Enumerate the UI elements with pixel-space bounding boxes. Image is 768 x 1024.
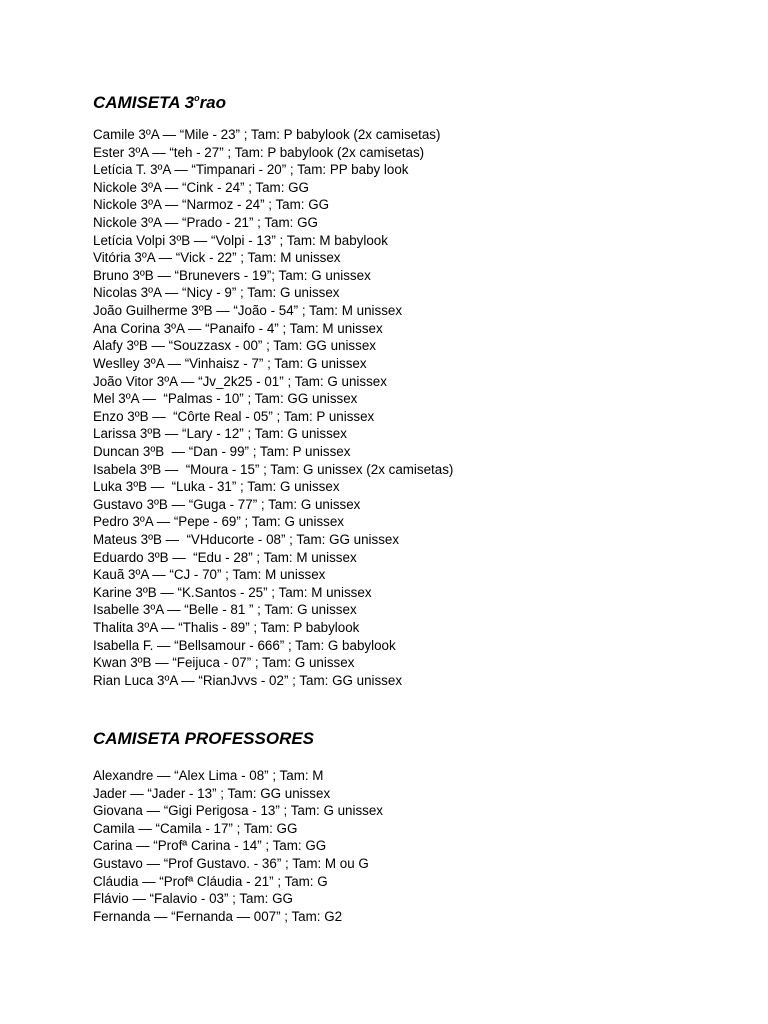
list-item: Pedro 3ºA — “Pepe - 69” ; Tam: G unissex xyxy=(93,514,344,530)
list-item: Cláudia — “Profª Cláudia - 21” ; Tam: G xyxy=(93,873,328,889)
students-order-list xyxy=(93,126,453,690)
list-item: João Guilherme 3ºB — “João - 54” ; Tam: M unissex xyxy=(93,303,403,319)
list-item: Alexandre — “Alex Lima - 08” ; Tam: M xyxy=(93,768,324,783)
section-title-students-superscript: o xyxy=(194,93,200,103)
list-item: Alafy 3ºB — “Souzzasx - 00” ; Tam: GG unissex xyxy=(93,338,376,354)
list-item: Mateus 3ºB — “VHducorte - 08” ; Tam: GG unissex xyxy=(93,532,400,548)
list-item: Thalita 3ºA — “Thalis - 89” ; Tam: P babylook xyxy=(93,620,360,636)
list-item: Flávio — “Falavio - 03” ; Tam: GG xyxy=(93,891,293,907)
list-item: Kauã 3ºA — “CJ - 70” ; Tam: M unissex xyxy=(93,567,326,583)
list-item: Nicolas 3ºA — “Nicy - 9” ; Tam: G unissex xyxy=(93,285,340,301)
list-item: Bruno 3ºB — “Brunevers - 19”; Tam: G unissex xyxy=(93,267,371,283)
list-item: Letícia Volpi 3ºB — “Volpi - 13” ; Tam: M babylook xyxy=(93,232,388,248)
list-item: Rian Luca 3ºA — “RianJvvs - 02” ; Tam: GG unissex xyxy=(93,672,403,688)
teachers-order-list xyxy=(93,767,383,925)
list-item: Nickole 3ºA — “Narmoz - 24” ; Tam: GG xyxy=(93,197,330,213)
list-item: Ana Corina 3ºA — “Panaifo - 4” ; Tam: M unissex xyxy=(93,320,383,336)
list-item: Nickole 3ºA — “Prado - 21” ; Tam: GG xyxy=(93,215,318,231)
list-item: Ester 3ºA — “teh - 27” ; Tam: P babylook (2x camisetas) xyxy=(93,144,425,160)
list-item: Eduardo 3ºB — “Edu - 28” ; Tam: M unissex xyxy=(93,549,357,565)
list-item: Enzo 3ºB — “Côrte Real - 05” ; Tam: P unissex xyxy=(93,408,375,424)
list-item: Gustavo 3ºB — “Guga - 77” ; Tam: G unissex xyxy=(93,496,361,512)
list-item: Gustavo — “Prof Gustavo. - 36” ; Tam: M ou G xyxy=(93,856,369,872)
list-item: Larissa 3ºB — “Lary - 12” ; Tam: G unissex xyxy=(93,426,347,442)
list-item: Vitória 3ºA — “Vick - 22” ; Tam: M unissex xyxy=(93,250,341,266)
list-item: Luka 3ºB — “Luka - 31” ; Tam: G unissex xyxy=(93,479,340,495)
section-title-students xyxy=(93,88,226,113)
list-item: Weslley 3ºA — “Vinhaisz - 7” ; Tam: G unissex xyxy=(93,355,367,371)
list-item: Isabelle 3ºA — “Belle - 81 ” ; Tam: G unissex xyxy=(93,602,357,618)
list-item: Duncan 3ºB — “Dan - 99” ; Tam: P unissex xyxy=(93,443,351,459)
list-item: Isabella F. — “Bellsamour - 666” ; Tam: G babylook xyxy=(93,637,396,653)
section-title-students-rest: rao xyxy=(199,93,227,112)
list-item: Nickole 3ºA — “Cink - 24” ; Tam: GG xyxy=(93,179,309,195)
section-title-students-main: CAMISETA 3 xyxy=(93,93,195,112)
list-item: Giovana — “Gigi Perigosa - 13” ; Tam: G unissex xyxy=(93,803,383,819)
list-item: Mel 3ºA — “Palmas - 10” ; Tam: GG unissex xyxy=(93,391,358,407)
list-item: Fernanda — “Fernanda — 007” ; Tam: G2 xyxy=(93,908,343,924)
list-item: Isabela 3ºB — “Moura - 15” ; Tam: G unissex (2x camisetas) xyxy=(93,461,454,477)
section-title-teachers: CAMISETA PROFESSORES xyxy=(93,729,315,748)
list-item: Karine 3ºB — “K.Santos - 25” ; Tam: M unissex xyxy=(93,584,372,600)
list-item: Letícia T. 3ºA — “Timpanari - 20” ; Tam: PP baby look xyxy=(93,162,409,178)
list-item: João Vitor 3ºA — “Jv_2k25 - 01” ; Tam: G unissex xyxy=(93,373,387,389)
list-item: Camila — “Camila - 17” ; Tam: GG xyxy=(93,820,298,836)
list-item: Jader — “Jader - 13” ; Tam: GG unissex xyxy=(93,785,331,801)
list-item: Carina — “Profª Carina - 14” ; Tam: GG xyxy=(93,838,327,854)
list-item: Camile 3ºA — “Mile - 23” ; Tam: P babylook (2x camisetas) xyxy=(93,127,441,142)
list-item: Kwan 3ºB — “Feijuca - 07” ; Tam: G unissex xyxy=(93,655,355,671)
